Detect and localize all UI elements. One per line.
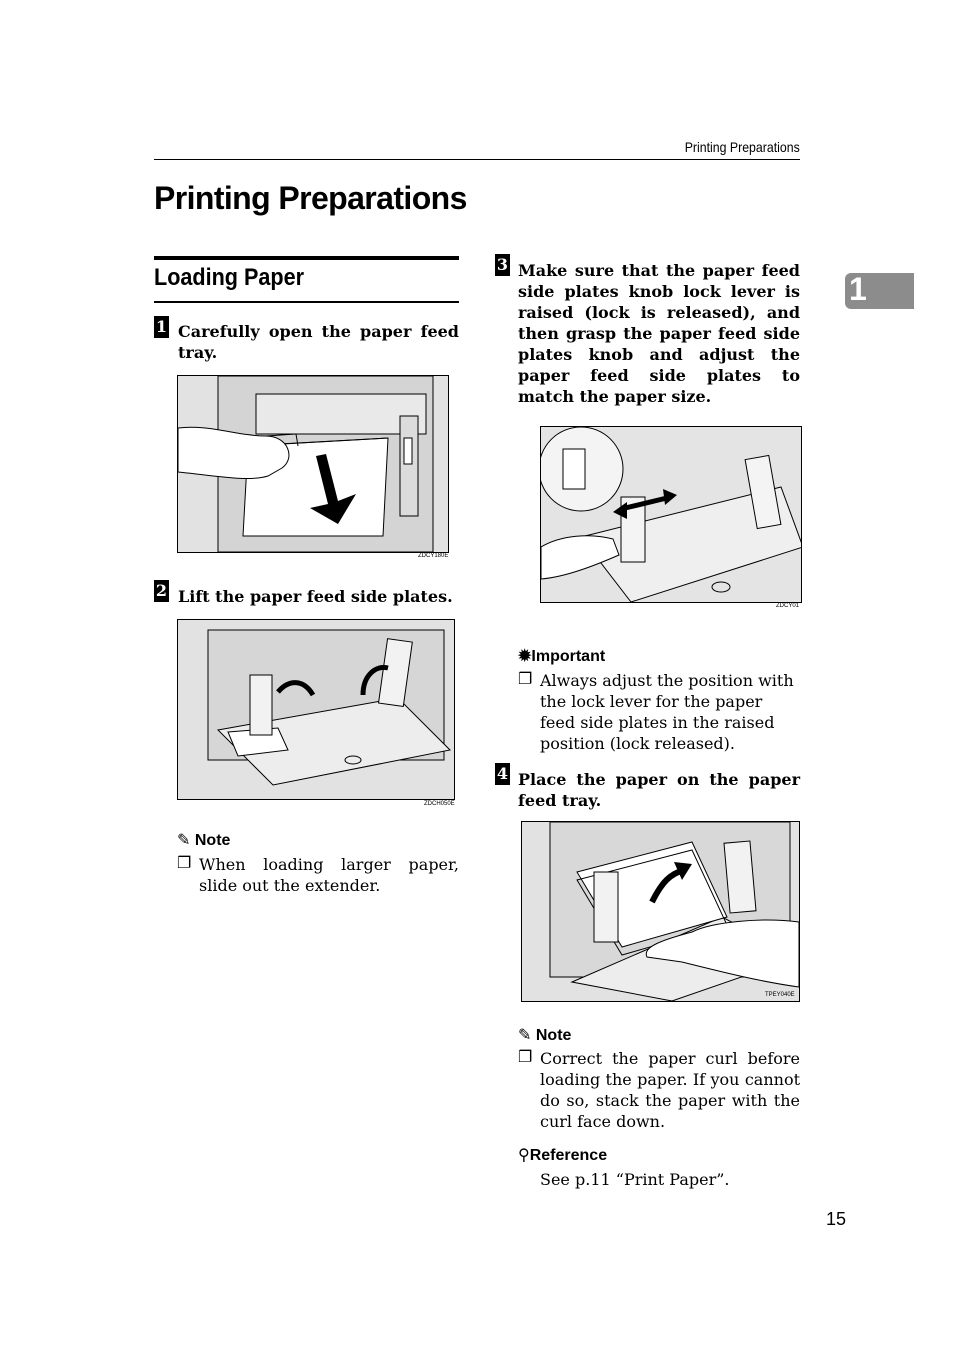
note-2-heading: ✎ Note (518, 1027, 572, 1044)
section-rule-top (154, 256, 459, 260)
figure-1-code: ZDCY180E (418, 553, 449, 559)
step-3-number: 3 (496, 255, 509, 274)
figure-adjust-side-plates (540, 426, 802, 603)
header-rule (154, 159, 800, 160)
page-title: Printing Preparations (154, 180, 467, 216)
reference-heading: ⚲Reference (518, 1147, 608, 1164)
step-4-number: 4 (496, 764, 509, 783)
important-checkbox-icon: ❐ (518, 669, 533, 688)
chapter-tab (845, 273, 914, 309)
step-1-number: 1 (155, 317, 168, 336)
chapter-number: 1 (849, 271, 867, 307)
pencil-icon: ✎ (518, 1027, 536, 1044)
page-number: 15 (826, 1209, 847, 1229)
figure-2-code: ZDCH050E (424, 801, 455, 807)
step-3-text: Make sure that the paper feed side plates knob lock lever is raised (lock is released), and then grasp the paper feed side plates knob and adjust the paper feed side plates to match the paper size. (518, 261, 800, 406)
note-1-text: When loading larger paper, slide out the extender. (199, 855, 459, 895)
note-1-checkbox-icon: ❐ (177, 853, 192, 872)
step-2-number: 2 (155, 581, 168, 600)
section-title: Loading Paper (154, 264, 305, 291)
reference-text: See p.11 “Print Paper”. (540, 1170, 730, 1189)
running-header: Printing Preparations (684, 139, 800, 155)
pencil-icon: ✎ (177, 832, 195, 849)
figure-3-code: ZDCY01 (776, 603, 800, 609)
step-1-text: Carefully open the paper feed tray. (178, 322, 459, 362)
step-2-text: Lift the paper feed side plates. (178, 587, 453, 606)
figure-open-tray (177, 375, 449, 553)
figure-4-code: TPEY040E (765, 992, 795, 998)
section-rule-bottom (154, 301, 459, 303)
note-2-text: Correct the paper curl before loading the paper. If you cannot do so, stack the paper with the curl face down. (540, 1049, 800, 1131)
figure-place-paper (521, 821, 800, 1002)
magnifier-icon: ⚲ (518, 1147, 530, 1164)
important-text: Always adjust the position with the lock lever for the paper feed side plates in the raised position (lock released). (540, 671, 794, 753)
step-4-text: Place the paper on the paper feed tray. (518, 770, 800, 810)
important-heading: ✹Important (518, 648, 606, 665)
figure-lift-side-plates (177, 619, 455, 800)
note-2-checkbox-icon: ❐ (518, 1047, 533, 1066)
note-1-heading: ✎ Note (177, 832, 231, 849)
important-icon: ✹ (518, 648, 532, 665)
